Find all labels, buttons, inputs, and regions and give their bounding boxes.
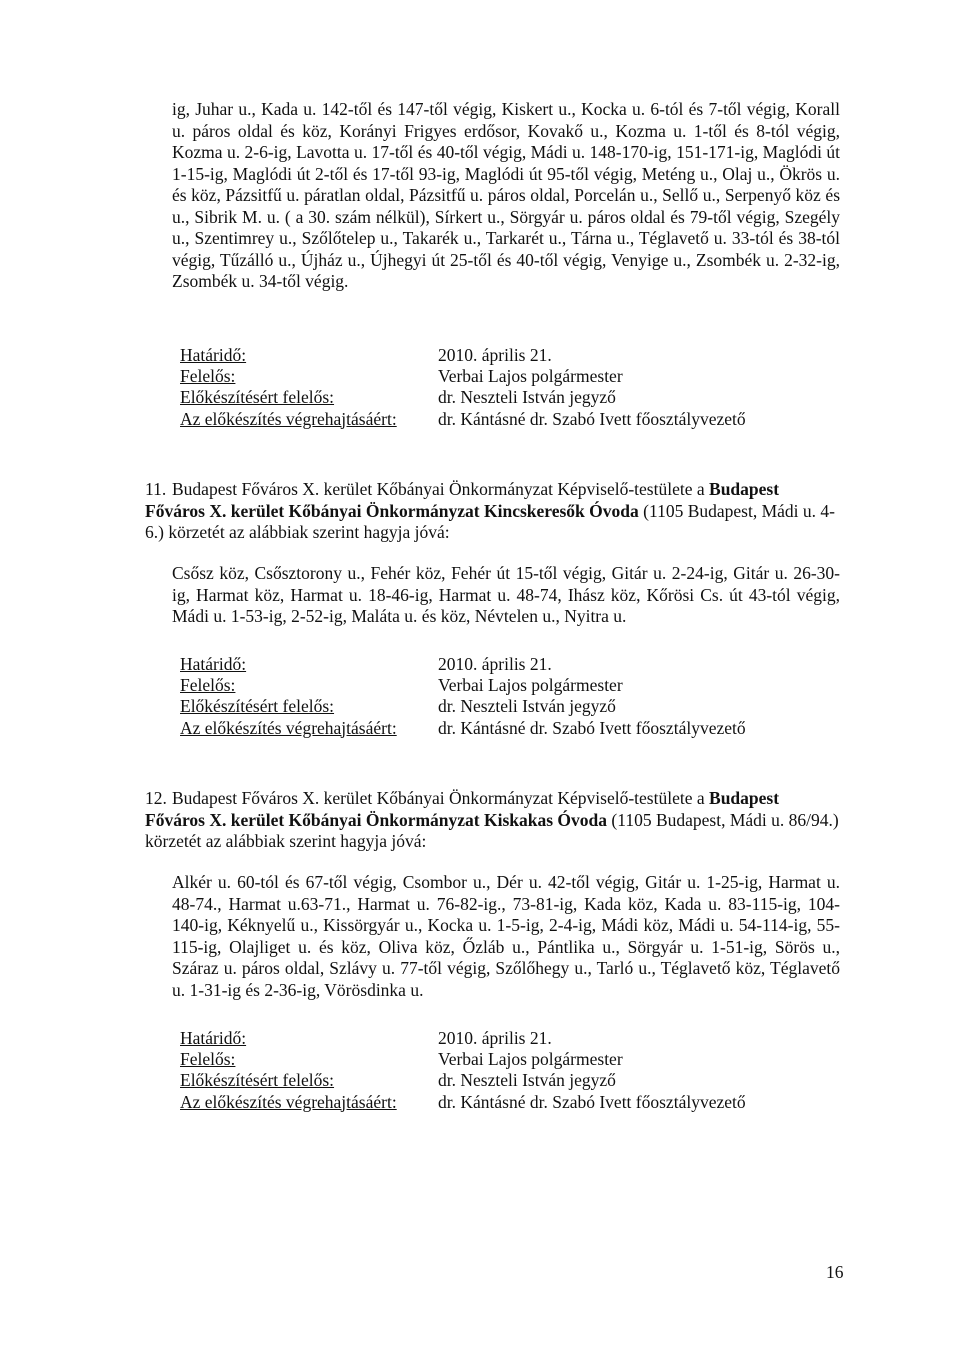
deadline-row [180, 345, 840, 366]
responsibility-block-2 [180, 654, 840, 739]
responsibility-block-3 [180, 1028, 840, 1113]
preparation-row [180, 1070, 840, 1091]
deadline-label: Határidő: [180, 1028, 247, 1048]
responsible-value: Verbai Lajos polgármester [438, 675, 623, 696]
item-11-number: 11. [145, 479, 167, 499]
item-11 [145, 479, 840, 544]
item-12-text-b: (1105 Budapest, Mádi u. 86/94.) körzetét az alábbiak szerint hagyja jóvá: [145, 809, 839, 851]
item-12 [145, 788, 840, 853]
responsible-label: Felelős: [180, 675, 236, 696]
responsible-row [180, 1049, 840, 1070]
deadline-row [180, 1028, 840, 1049]
execution-label: Az előkészítés végrehajtásáért: [180, 1091, 397, 1112]
execution-row [180, 718, 840, 739]
execution-row [180, 409, 840, 430]
responsible-row [180, 366, 840, 387]
execution-label: Az előkészítés végrehajtásáért: [180, 717, 397, 738]
preparation-label: Előkészítésért felelős: [180, 1070, 335, 1091]
item-11-streets: Csősz köz, Csősztorony u., Fehér köz, Fehér út 15-től végig, Gitár u. 2-24-ig, Gitár u. 26-30-ig, Harmat köz, Harmat u. 18-46-ig, Harmat u. 48-74, Ihász köz, Kőrösi Cs. út 43-tól végig, Mádi u. 1-53-ig, 2-52-ig, Maláta u. és köz, Névtelen u., Nyitra u. [172, 563, 840, 626]
deadline-value: 2010. április 21. [438, 1028, 552, 1048]
preparation-value: dr. Neszteli István jegyző [438, 1070, 616, 1091]
intro-paragraph: ig, Juhar u., Kada u. 142-től és 147-től végig, Kiskert u., Kocka u. 6-tól és 7-től végig, Korall u. páros oldal és köz, Korányi Frigyes erdősor, Kovakő u., Kozma u. 1-től és 8-tól végig, Kozma u. 2-6-ig, Lavotta u. 17-től és 40-től végig, Mádi u. 148-170-ig, 151-171-ig, Maglódi út 1-15-ig, Maglódi út 2-től és 17-től 93-ig, Maglódi út 95-től végig, Meténg u., Olaj u., Ökrös u. és köz, Pázsitfű u. páratlan oldal, Pázsitfű u. páros oldal, Porcelán u., Sellő u., Serpenyő köz és u., Sibrik M. u. ( a 30. szám nélkül), Sírkert u., Sörgyár u. páros oldal és 79-től végig, Szegély u., Szentimrey u., Szőlőtelep u., Takarék u., Tarkarét u., Tárna u., Téglavető u. 33-tól és 38-tól végig, Tűzálló u., Újház u., Újhegyi út 25-től és 40-től végig, Venyige u., Zsombék u. 2-32-ig, Zsombék u. 34-től végig. [172, 99, 840, 291]
item-12-kindergarten-name: Budapest Főváros X. kerület Kőbányai Önkormányzat Kiskakas Óvoda [145, 788, 780, 830]
execution-row [180, 1092, 840, 1113]
execution-value: dr. Kántásné dr. Szabó Ivett főosztályvezető [438, 717, 746, 738]
responsible-row [180, 675, 840, 696]
item-12-number: 12. [145, 788, 167, 808]
execution-value: dr. Kántásné dr. Szabó Ivett főosztályvezető [438, 1091, 746, 1112]
responsibility-block-1 [180, 345, 840, 430]
item-12-streets: Alkér u. 60-tól és 67-től végig, Csombor u., Dér u. 42-től végig, Gitár u. 1-25-ig, Harmat u. 48-74., Harmat u.63-71., Harmat u. 76-82-ig., 73-81-ig, Kada köz, Kada u. 83-115-ig, 104-140-ig, Kéknyelű u., Kissörgyár u., Kocka u. 1-5-ig, 2-4-ig, Mádi köz, Mádi u. 54-114-ig, 55-115-ig, Olajliget u. és köz, Oliva köz, Őzláb u., Pántlika u., Sörgyár u. 1-51-ig, Sörös u., Száraz u. páros oldal, Szlávy u. 77-től végig, Szőlőhegy u., Tarló u., Téglavető köz, Téglavető u. 1-31-ig és 2-36-ig, Vörösdinka u. [172, 872, 840, 1000]
execution-label: Az előkészítés végrehajtásáért: [180, 408, 397, 429]
item-11-kindergarten-name: Budapest Főváros X. kerület Kőbányai Önkormányzat Kincskeresők Óvoda [145, 479, 780, 521]
item-12-text-a: Budapest Főváros X. kerület Kőbányai Önkormányzat Képviselő-testülete a [172, 788, 710, 808]
deadline-value: 2010. április 21. [438, 654, 552, 674]
responsible-label: Felelős: [180, 366, 236, 387]
page-number: 16 [826, 1262, 844, 1282]
preparation-label: Előkészítésért felelős: [180, 387, 335, 408]
execution-value: dr. Kántásné dr. Szabó Ivett főosztályvezető [438, 408, 746, 429]
responsible-label: Felelős: [180, 1049, 236, 1070]
preparation-row [180, 387, 840, 408]
deadline-value: 2010. április 21. [438, 345, 552, 365]
preparation-value: dr. Neszteli István jegyző [438, 387, 616, 408]
responsible-value: Verbai Lajos polgármester [438, 366, 623, 387]
deadline-row [180, 654, 840, 675]
responsible-value: Verbai Lajos polgármester [438, 1049, 623, 1070]
deadline-label: Határidő: [180, 654, 247, 674]
deadline-label: Határidő: [180, 345, 247, 365]
preparation-value: dr. Neszteli István jegyző [438, 696, 616, 717]
item-11-text-a: Budapest Főváros X. kerület Kőbányai Önkormányzat Képviselő-testülete a [172, 479, 710, 499]
preparation-label: Előkészítésért felelős: [180, 696, 335, 717]
preparation-row [180, 696, 840, 717]
item-11-text-b: (1105 Budapest, Mádi u. 4-6.) körzetét az alábbiak szerint hagyja jóvá: [145, 500, 835, 542]
